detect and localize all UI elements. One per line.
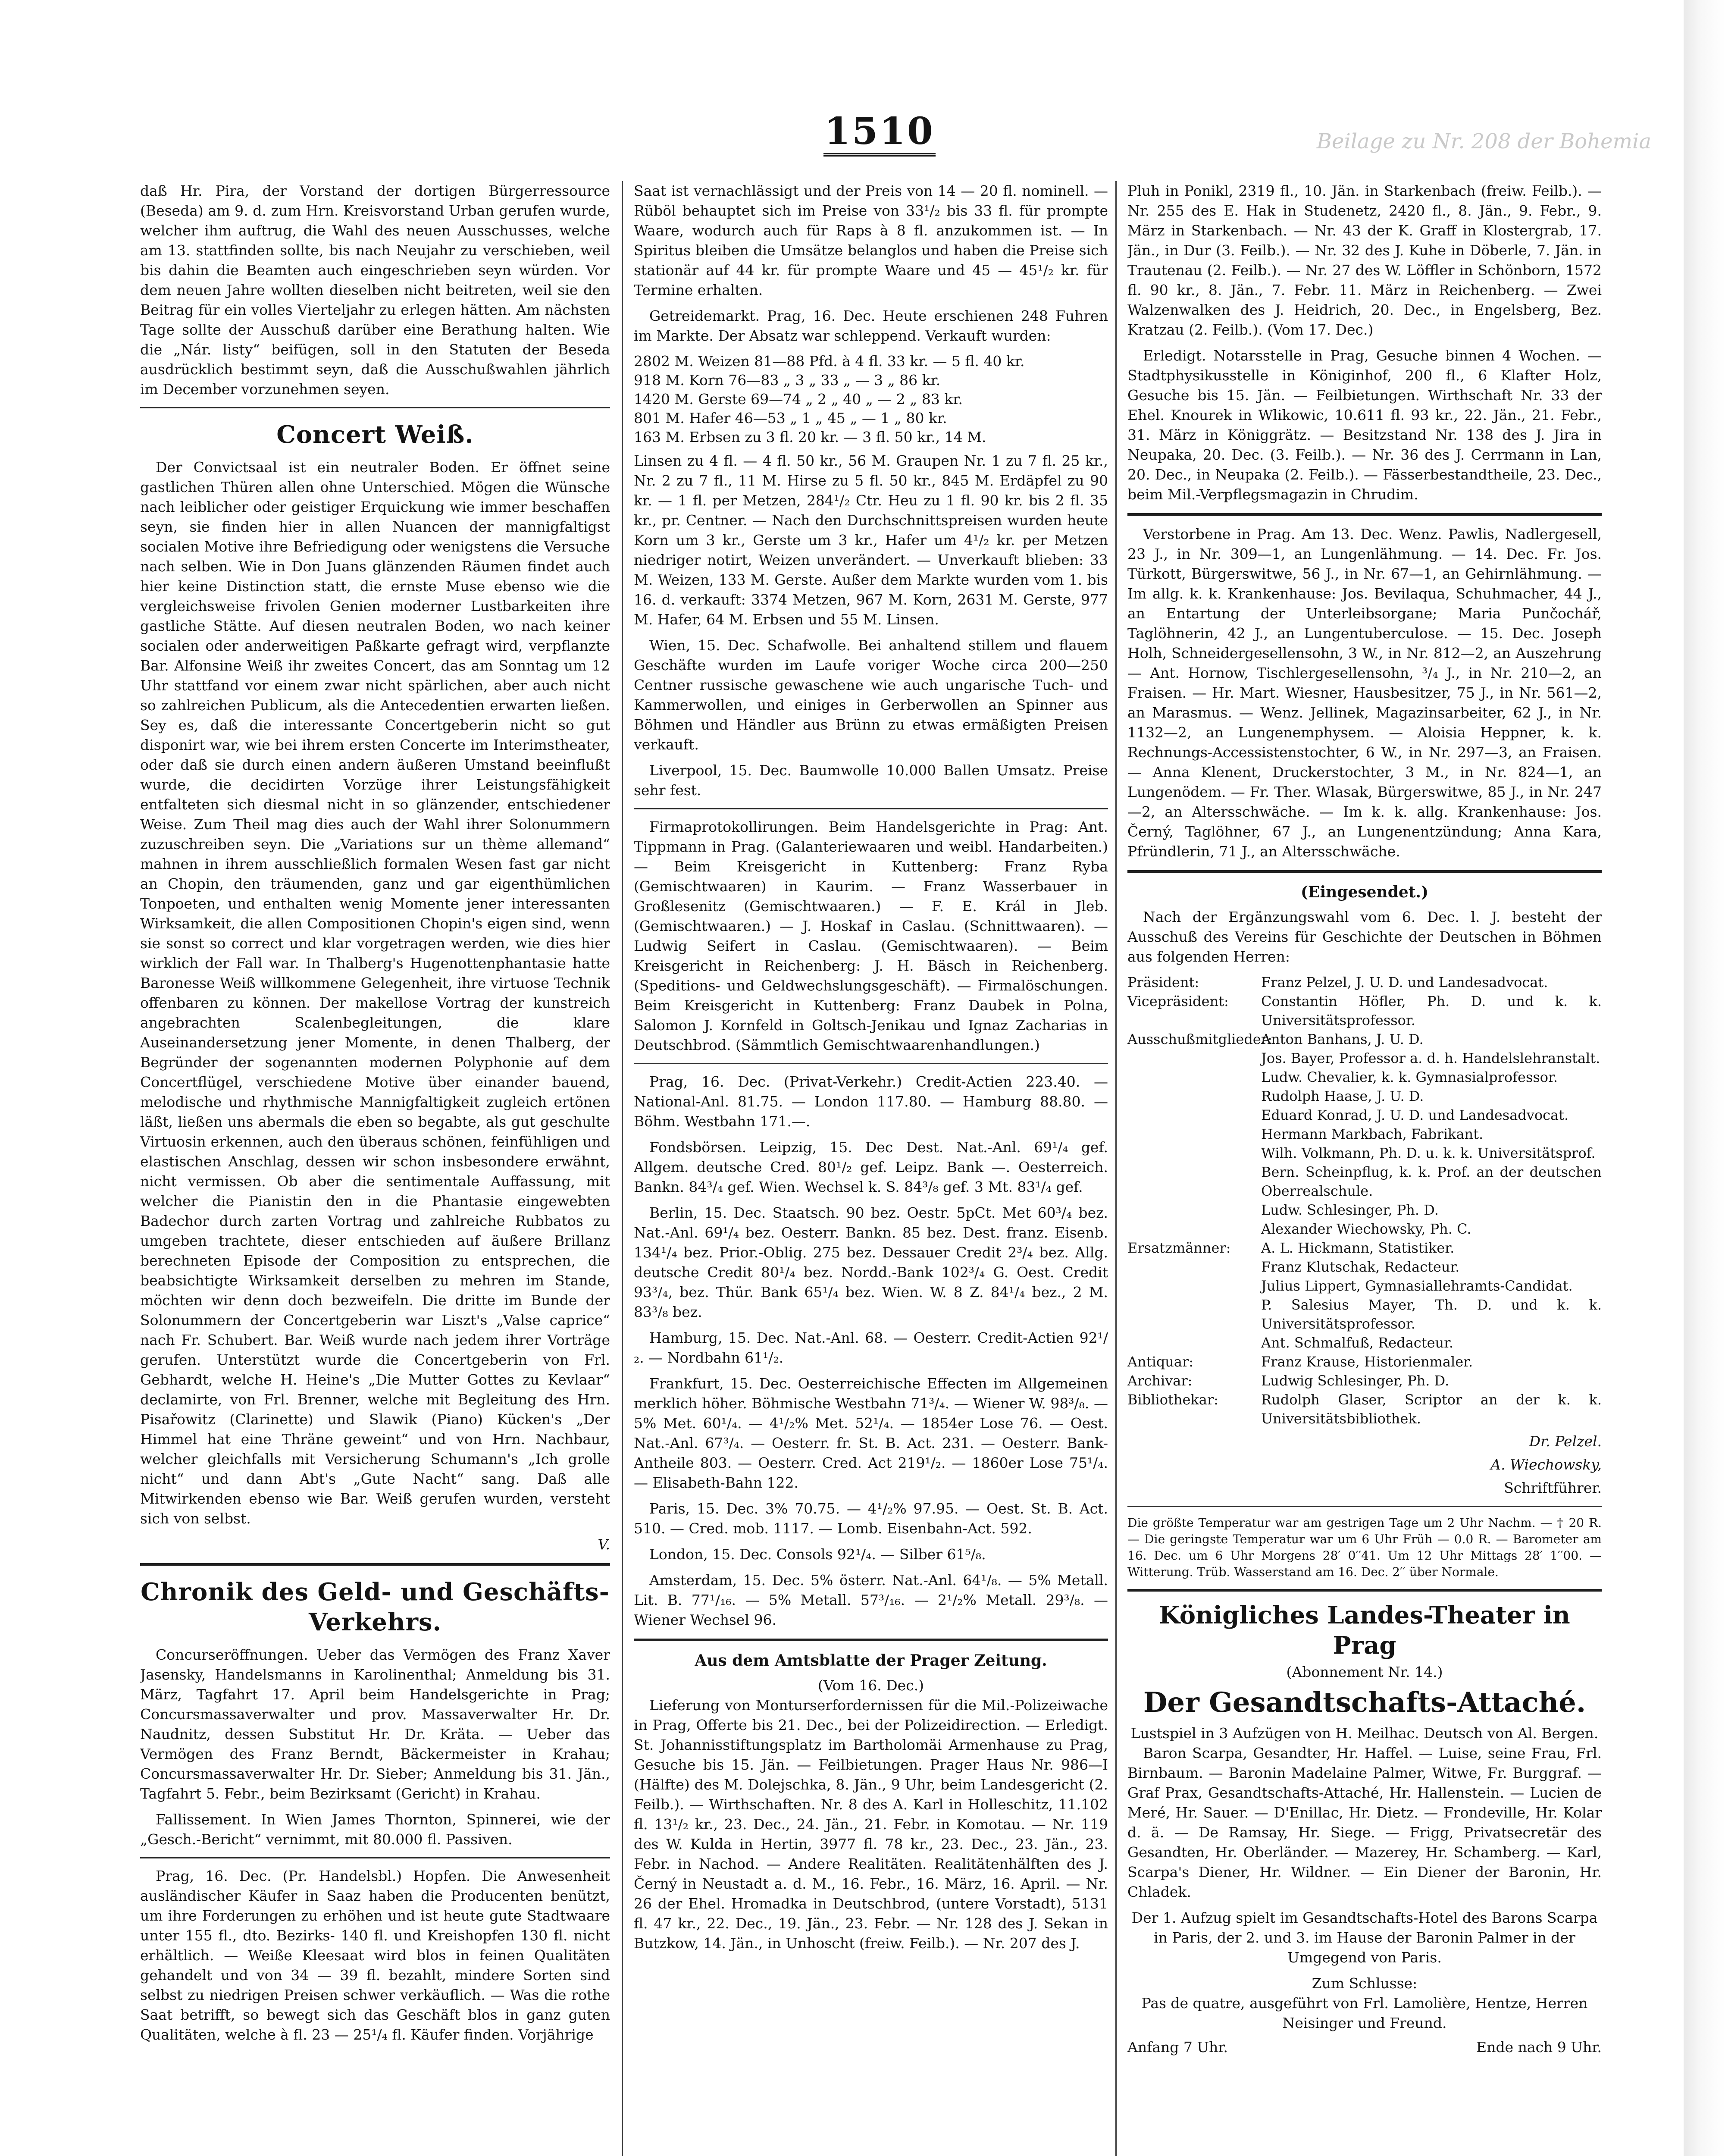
- committee-member: Rudolph Glaser, Scriptor an der k. k. Universitätsbibliothek.: [1261, 1391, 1602, 1427]
- concurs-paragraph: Concurseröffnungen. Ueber das Vermögen des Franz Xaver Jasensky, Handelsmanns in Karolinenthal; Anmeldung bis 31. März, Tagfahrt 17. April beim Handelsgerichte in Prag; Concursmassaverwalter und prov. Massaverwalter Hr. Dr. Naudnitz, dessen Substitut Hr. Dr. Kräta. — Ueber das Vermögen des Franz Berndt, Bäckermeister in Krahau; Concursmassaverwalter Hr. Dr. Sieber; Anmeldung bis 31. Jän., Tagfahrt 5. Febr., beim Bezirksamt (Gericht) in Krahau.: [140, 1646, 610, 1802]
- price-row: 2802 M. Weizen 81—88 Pfd. à 4 fl. 33 kr. — 5 fl. 40 kr.: [634, 353, 1025, 370]
- verstorbene-paragraph: Verstorbene in Prag. Am 13. Dec. Wenz. Pawlis, Nadlergesell, 23 J., in Nr. 309—1, an Lungenlähmung. — 14. Dec. Fr. Jos. Türkott, Bürgerswitwe, 56 J., in Nr. 67—1, an Gehirnlähmung. — Im allg. k. k. Krankenhause: Jos. Bevilaqua, Schuhmacher, 44 J., an Entartung der Unterleibsorgane; Maria Punčochář, Taglöhnerin, 42 J., an Lungentuberculose. — 15. Dec. Joseph Holh, Schneidergesellensohn, 3 W., in Nr. 812—2, an Auszehrung — Ant. Hornow, Tischlergesellensohn, ³/₄ J., in Nr. 210—2, an Fraisen. — Hr. Mart. Wiesner, Hausbesitzer, 75 J., in Nr. 561—2, an Marasmus. — Wenz. Jellinek, Magazinsarbeiter, 62 J., in Nr. 1132—2, an Lungenemphysem. — Aloisia Heppner, k. k. Rechnungs-Accessistenstochter, 6 W., in Nr. 297—3, an Fraisen. — Anna Klenent, Druckerstochter, 3 M., in Nr. 824—1, an Lungenödem. — Fr. Ther. Wlasak, Bürgerswitwe, 85 J., in Nr. 247—2, an Altersschwäche. — Im k. k. allg. Krankenhause: Jos. Černý, Taglöhner, 67 J., an Lungenentzündung; Anna Kara, Pfründlerin, 71 J., an Altersschwäche.: [1127, 526, 1602, 860]
- amtsblatt-date: (Vom 16. Dec.): [817, 1677, 924, 1694]
- committee-role: [1127, 1106, 1261, 1125]
- play-title: Der Gesandtschafts-Attaché.: [1143, 1686, 1586, 1719]
- play-end-time: Ende nach 9 Uhr.: [1476, 2039, 1602, 2056]
- eingesendet-heading: (Eingesendet.): [1300, 883, 1428, 901]
- page-number: 1510: [823, 110, 936, 157]
- committee-member: Hermann Markbach, Fabrikant.: [1261, 1126, 1484, 1142]
- price-row: 801 M. Hafer 46—53 „ 1 „ 45 „ — 1 „ 80 kr.: [634, 410, 947, 426]
- grain-price-list: [634, 352, 1108, 447]
- concert-heading: Concert Weiß.: [276, 420, 474, 449]
- committee-role: [1127, 1068, 1261, 1087]
- committee-member: Jos. Bayer, Professor a. d. h. Handelslehranstalt.: [1261, 1050, 1600, 1066]
- play-start-time: Anfang 7 Uhr.: [1127, 2039, 1228, 2056]
- committee-member: P. Salesius Mayer, Th. D. und k. k. Universitätsprofessor.: [1261, 1297, 1602, 1332]
- concert-signature: V.: [598, 1536, 610, 1553]
- boerse-prag: Prag, 16. Dec. (Privat-Verkehr.) Credit-Actien 223.40. — National-Anl. 81.75. — London 117.80. — Hamburg 88.80. — Böhm. Westbahn 171.—.: [634, 1073, 1108, 1130]
- committee-row: [1127, 1257, 1602, 1276]
- committee-row: [1127, 1125, 1602, 1144]
- erledigt-paragraph: Erledigt. Notarsstelle in Prag, Gesuche binnen 4 Wochen. — Stadtphysikusstelle in Königinhof, 200 fl., 6 Klafter Holz, Gesuche bis 15. Jän. — Feilbietungen. Wirthschaft Nr. 33 der Ehel. Knourek in Wlikowic, 10.611 fl. 93 kr., 22. Jän., 21. Febr., 31. März in Königgrätz. — Besitzstand Nr. 138 des J. Jira in Neupaka, 20. Dec. (3. Feilb.). — Nr. 36 des J. Cerrmann in Lan, 20. Dec., in Neupaka (2. Feilb.). — Fässerbestandtheile, 23. Dec., beim Mil.-Verpflegsmagazin in Chrudim.: [1127, 347, 1602, 503]
- eingesendet-paragraph: Nach der Ergänzungswahl vom 6. Dec. l. J. besteht der Ausschuß des Vereins für Geschichte der Deutschen in Böhmen aus folgenden Herren:: [1127, 909, 1602, 965]
- amtsblatt-continuation: Pluh in Ponikl, 2319 fl., 10. Jän. in Starkenbach (freiw. Feilb.). — Nr. 255 des E. Hak in Studenetz, 2420 fl., 8. Jän., 9. Febr., 9. März in Starkenbach. — Nr. 43 der K. Graff in Klostergrab, 17. Jän., in Dur (3. Feilb.). — Nr. 32 des J. Kuhe in Döberle, 7. Jän. in Trautenau (2. Feilb.). — Nr. 27 des W. Löffler in Schönborn, 1572 fl. 90 kr., 8. Jän., 7. Febr. 11. März in Reichenberg. — Zwei Walzenwalken des J. Heidrich, 20. Dec., in Engelsberg, Bez. Kratzau (2. Feilb.). (Vom 17. Dec.): [1127, 182, 1602, 338]
- wien-wool-paragraph: Wien, 15. Dec. Schafwolle. Bei anhaltend stillem und flauem Geschäfte wurden im Laufe voriger Woche circa 200—250 Centner russische gewaschene wie auch ungarische Tuch- und Kammerwollen, und einiges in Gerberwollen an Spinner aus Böhmen und Händler aus Brünn zu etwas ermäßigten Preisen verkauft.: [634, 637, 1108, 753]
- section-divider: [140, 1563, 610, 1566]
- committee-row: [1127, 1068, 1602, 1087]
- boerse-berlin: Berlin, 15. Dec. Staatsch. 90 bez. Oestr. 5pCt. Met 60³/₄ bez. Nat.-Anl. 69¹/₄ bez. Oesterr. Bankn. 85 bez. Dest. franz. Eisenb. 134¹/₄ bez. Prior.-Oblig. 275 bez. Dessauer Credit 2³/₄ bez. Allg. deutsche Credit 80¹/₄ bez. Nordd.-Bank 102³/₄ G. Oest. Credit 93³/₄, bez. Thür. Bank 65¹/₄ bez. Wien. W. 8 Z. 84¹/₄ bez., 2 M. 83³/₈ bez.: [634, 1204, 1108, 1320]
- section-divider: [1127, 1589, 1602, 1592]
- committee-row: [1127, 1049, 1602, 1068]
- committee-member: Bern. Scheinpflug, k. k. Prof. an der deutschen Oberrealschule.: [1261, 1164, 1602, 1199]
- section-divider: [140, 1857, 610, 1858]
- boerse-hamburg: Hamburg, 15. Dec. Nat.-Anl. 68. — Oesterr. Credit-Actien 92¹/₂. — Nordbahn 61¹/₂.: [634, 1329, 1108, 1366]
- committee-role: [1127, 1200, 1261, 1219]
- committee-row: [1127, 1087, 1602, 1106]
- section-divider: [1127, 513, 1602, 516]
- scan-edge-right: [1684, 0, 1725, 2156]
- committee-role: [1127, 1219, 1261, 1238]
- play-closing-label: Zum Schlusse:: [1312, 1975, 1418, 1992]
- boerse-london: London, 15. Dec. Consols 92¹/₄. — Silber 61⁵/₈.: [649, 1546, 986, 1563]
- committee-member: Franz Krause, Historienmaler.: [1261, 1354, 1473, 1370]
- committee-role: [1127, 1125, 1261, 1144]
- committee-row: [1127, 1390, 1602, 1428]
- committee-list: [1127, 973, 1602, 1428]
- committee-role: [1127, 1144, 1261, 1163]
- section-divider: [140, 407, 610, 408]
- committee-row: [1127, 1030, 1602, 1049]
- committee-role: Präsident:: [1127, 974, 1199, 990]
- getreidemarkt-continued: Linsen zu 4 fl. — 4 fl. 50 kr., 56 M. Graupen Nr. 1 zu 7 fl. 25 kr., Nr. 2 zu 7 fl., 11 M. Hirse zu 5 fl. 50 kr., 845 M. Erdäpfel zu 90 kr. — 1 fl. per Metzen, 284¹/₂ Ctr. Heu zu 1 fl. 90 kr. bis 2 fl. 35 kr., pr. Centner. — Nach den Durchschnittspreisen wurden heute Korn um 3 kr., Gerste um 3 kr., Hafer um 4¹/₂ kr. per Metzen niedriger notirt, Weizen unverändert. — Unverkauft blieben: 33 M. Weizen, 133 M. Gerste. Außer dem Markte wurden vom 1. bis 16. d. verkauft: 3374 Metzen, 967 M. Korn, 2631 M. Gerste, 977 M. Hafer, 64 M. Erbsen und 55 M. Linsen.: [634, 452, 1108, 628]
- column-2: [634, 181, 1108, 2156]
- committee-role: Bibliothekar:: [1127, 1391, 1218, 1408]
- section-divider: [634, 1639, 1108, 1641]
- price-row: 163 M. Erbsen zu 3 fl. 20 kr. — 3 fl. 50 kr., 14 M.: [634, 429, 986, 445]
- committee-member: Anton Banhans, J. U. D.: [1261, 1031, 1424, 1047]
- play-times: [1127, 2037, 1602, 2057]
- boerse-leipzig: Fondsbörsen. Leipzig, 15. Dec Dest. Nat.-Anl. 69¹/₄ gef. Allgem. deutsche Cred. 80¹/₂ gef. Leipz. Bank —. Oesterreich. Bankn. 84³/₄ gef. Wien. Wechsel k. S. 84³/₈ gef. 3 Mt. 83¹/₄ gef.: [634, 1139, 1108, 1195]
- concert-review: Der Convictsaal ist ein neutraler Boden. Er öffnet seine gastlichen Thüren allen ohne Unterschied. Mögen die Wünsche nach leiblicher oder geistiger Erquickung wie immer beschaffen seyn, sie finden hier in allen Nuancen der mannigfaltigst socialen Motive ihre Befriedigung oder wenigstens die Versuche nach selben. Wie in Don Juans glänzenden Räumen findet auch hier keine Distinction statt, die ernste Muse ebenso wie die vergleichsweise frivolen Genien moderner Lustbarkeiten ihre gastliche Stätte. Auf diesen neutralen Boden, wo nach keiner socialen oder anderweitigen Paßkarte gefragt wird, verpflanzte Bar. Alfonsine Weiß ihr zweites Concert, das am Sonntag um 12 Uhr stattfand vor einem zwar nicht spärlichen, aber auch nicht so zahlreichen Publicum, als die Antecedentien erwarten ließen. Sey es, daß die interessante Concertgeberin nicht so gut disponirt war, wie bei ihrem ersten Concerte im Interimstheater, oder daß sie durch einen andern äußeren Umstand beeinflußt wurde, die decidirten Vorzüge ihrer Leistungsfähigkeit entfalteten sich diesmal nicht in so glänzender, entschiedener Weise. Zum Theil mag dies auch der Wahl ihrer Solonummern zuzuschreiben seyn. Die „Variations sur un thème allemand“ mahnen in ihrem ausschließlich formalen Wesen fast gar nicht an Chopin, den träumenden, ganz und gar eigenthümlichen Tonpoeten, und enthalten wenig Momente jener interessanten Wirksamkeit, die allen Compositionen Chopin's eigen sind, wenn sie sonst so correct und klar vorgetragen werden, wie dies hier wirklich der Fall war. In Thalberg's Hugenottenphantasie hatte Baronesse Weiß willkommene Gelegenheit, ihre virtuose Technik offenbaren zu können. Der makellose Vortrag der kunstreich angebrachten Scalenbegleitungen, die klare Auseinandersetzung jener Momente, in denen Thalberg, der Begründer der sogenannten modernen Polyphonie auf dem Concertflügel, verschiedene Motive über einander bauend, melodische und rhythmische Mannigfaltigkeit zugleich ertönen läßt, ließen uns abermals die eben so begabte, als gut geschulte Virtuosin erkennen, auch den überaus schönen, feinfühligen und elastischen Anschlag, dessen wir schon insbesondere erwähnt, nicht vermissen. Ob aber die sentimentale Auffassung, mit welcher die Pianistin den in die Phantasie eingewebten Badechor durch zarten Vortrag und zahlreiche Rubbatos zu umgeben trachtete, dieser entschieden auf äußere Brillanz berechneten Episode der Composition zu entsprechen, die beabsichtigte Wirksamkeit derselben zu mehren im Stande, möchten wir denn doch bezweifeln. Die dritte im Bunde der Solonummern der Concertgeberin war Liszt's „Valse caprice“ nach Fr. Schubert. Bar. Weiß wurde nach jedem ihrer Vorträge gerufen. Unterstützt wurde die Concertgeberin von Frl. Gebhardt, welche H. Heine's „Die Mutter Gottes zu Kevlaar“ declamirte, von Frl. Brenner, welche mit Begleitung des Hrn. Pisařowitz (Clarinette) und Slawik (Piano) Kücken's „Der Himmel hat eine Thräne geweint“ und von Hrn. Nachbaur, welcher gleichfalls mit Versicherung Schumann's „Ich grolle nicht“ und dann Abt's „Gute Nacht“ sang. Daß alle Mitwirkenden ebenso wie Bar. Weiß gerufen wurden, versteht sich von selbst.: [140, 459, 610, 1527]
- committee-member: Julius Lippert, Gymnasiallehramts-Candidat.: [1261, 1278, 1573, 1294]
- price-row: 1420 M. Gerste 69—74 „ 2 „ 40 „ — 2 „ 83 kr.: [634, 391, 963, 407]
- boerse-amsterdam: Amsterdam, 15. Dec. 5% österr. Nat.-Anl. 64¹/₈. — 5% Metall. Lit. B. 77¹/₁₆. — 5% Metall. 57³/₁₆. — 2¹/₂% Metall. 29³/₈. — Wiener Wechsel 96.: [634, 1572, 1108, 1628]
- play-closing-dance: Pas de quatre, ausgeführt von Frl. Lamolière, Hentze, Herren Neisinger und Freund.: [1141, 1995, 1588, 2031]
- signature-wiechowsky: A. Wiechowsky,: [1490, 1456, 1602, 1473]
- section-divider: [1127, 870, 1602, 873]
- amtsblatt-heading: Aus dem Amtsblatte der Prager Zeitung.: [695, 1651, 1047, 1670]
- committee-member: Wilh. Volkmann, Ph. D. u. k. k. Universitätsprof.: [1261, 1145, 1596, 1161]
- bleed-through-header: Beilage zu Nr. 208 der Bohemia: [1316, 129, 1651, 154]
- committee-row: [1127, 1200, 1602, 1219]
- price-row: 918 M. Korn 76—83 „ 3 „ 33 „ — 3 „ 86 kr.: [634, 372, 941, 389]
- committee-member: Constantin Höfler, Ph. D. und k. k. Universitätsprofessor.: [1261, 993, 1602, 1028]
- committee-role: [1127, 1276, 1261, 1295]
- committee-role: Archivar:: [1127, 1373, 1193, 1389]
- play-cast: Baron Scarpa, Gesandter, Hr. Haffel. — Luise, seine Frau, Frl. Birnbaum. — Baronin Madelaine Palmer, Witwe, Fr. Burggraf. — Graf Prax, Gesandtschafts-Attaché, Hr. Hallenstein. — Lucien de Meré, Hr. Sauer. — D'Enillac, Hr. Dietz. — Frondeville, Hr. Kolar d. ä. — De Ramsay, Hr. Siege. — Frigg, Privatsecretär des Gesandten, Hr. Oberländer. — Mazerey, Hr. Schamberg. — Karl, Scarpa's Diener, Hr. Wildner. — Ein Diener der Baronin, Hr. Chladek.: [1127, 1745, 1602, 1900]
- committee-member: Alexander Wiechowsky, Ph. C.: [1261, 1221, 1471, 1237]
- committee-row: [1127, 1333, 1602, 1352]
- committee-role: [1127, 1087, 1261, 1106]
- committee-member: Ludwig Schlesinger, Ph. D.: [1261, 1373, 1450, 1389]
- boerse-paris: Paris, 15. Dec. 3% 70.75. — 4¹/₂% 97.95. — Oest. St. B. Act. 510. — Cred. mob. 1117. — Lomb. Eisenbahn-Act. 592.: [634, 1500, 1108, 1537]
- weather-report: Die größte Temperatur war am gestrigen Tage um 2 Uhr Nachm. — † 20 R. — Die geringste Temperatur war um 6 Uhr Früh — 0.0 R. — Barometer am 16. Dec. um 6 Uhr Morgens 28′ 0′′41. Um 12 Uhr Mittags 28′ 1′′00. — Witterung. Trüb. Wasserstand am 16. Dec. 2′′ über Normale.: [1127, 1516, 1602, 1579]
- committee-member: Ludw. Schlesinger, Ph. D.: [1261, 1202, 1439, 1218]
- committee-member: Rudolph Haase, J. U. D.: [1261, 1088, 1424, 1104]
- committee-role: [1127, 1257, 1261, 1276]
- committee-row: [1127, 1163, 1602, 1200]
- section-divider: [1127, 1506, 1602, 1507]
- committee-member: Ludw. Chevalier, k. k. Gymnasialprofessor.: [1261, 1069, 1558, 1085]
- committee-role: Ausschußmitglieder:: [1127, 1031, 1272, 1047]
- committee-row: [1127, 1106, 1602, 1125]
- committee-row: [1127, 973, 1602, 992]
- getreidemarkt-paragraph: Getreidemarkt. Prag, 16. Dec. Heute erschienen 248 Fuhren im Markte. Der Absatz war schleppend. Verkauft wurden:: [634, 307, 1108, 344]
- column-rule: [1115, 181, 1117, 2156]
- play-description: Lustspiel in 3 Aufzügen von H. Meilhac. Deutsch von Al. Bergen.: [1130, 1725, 1599, 1742]
- column-rule: [622, 181, 623, 2156]
- committee-role: Antiquar:: [1127, 1354, 1194, 1370]
- committee-row: [1127, 1352, 1602, 1371]
- committee-role: Ersatzmänner:: [1127, 1240, 1231, 1256]
- committee-row: [1127, 1371, 1602, 1390]
- section-divider: [634, 808, 1108, 809]
- boerse-frankfurt: Frankfurt, 15. Dec. Oesterreichische Effecten im Allgemeinen merklich höher. Böhmische Westbahn 71³/₄. — Wiener W. 98³/₈. — 5% Met. 60¹/₄. — 4¹/₂% Met. 52¹/₄. — 1854er Lose 76. — Oest. Nat.-Anl. 67³/₄. — Oesterr. fr. St. B. Act. 231. — Oesterr. Bank-Antheile 803. — Oesterr. Cred. Act 219¹/₂. — 1860er Lose 75¹/₄. — Elisabeth-Bahn 122.: [634, 1375, 1108, 1491]
- theatre-title: Königliches Landes-Theater in Prag: [1159, 1601, 1570, 1660]
- amtsblatt-paragraph: Lieferung von Monturserfordernissen für die Mil.-Polizeiwache in Prag, Offerte bis 21. Dec., bei der Polizeidirection. — Erledigt. St. Johannisstiftungsplatz im Bartholomäi Armenhause zu Prag, Gesuche bis 15. Jän. — Feilbietungen. Prager Haus Nr. 986—I (Hälfte) des M. Dolejschka, 8. Jän., 9 Uhr, beim Landesgericht (2. Feilb.). — Wirthschaften. Nr. 8 des A. Karl in Holleschitz, 11.102 fl. 13¹/₂ kr., 23. Dec., 24. Jän., 21. Febr. in Komotau. — Nr. 119 des W. Kulda in Hertin, 3977 fl. 78 kr., 23. Dec., 23. Jän., 23. Febr. in Nachod. — Andere Realitäten. Realitätenhälften des J. Černý in Neustadt a. d. M., 16. Febr., 16. März, 16. April. — Nr. 26 der Ehel. Hromadka in Deutschbrod, (untere Vorstadt), 5131 fl. 47 kr., 22. Dec., 19. Jän., 23. Febr. — Nr. 128 des J. Sekan in Butzkow, 14. Jän., in Unhoscht (freiw. Feilb.). — Nr. 207 des J.: [634, 1697, 1108, 1952]
- signature-role: Schriftführer.: [1504, 1479, 1602, 1496]
- committee-role: [1127, 1333, 1261, 1352]
- chronik-heading: Chronik des Geld- und Geschäfts-Verkehrs.: [141, 1578, 610, 1636]
- liverpool-paragraph: Liverpool, 15. Dec. Baumwolle 10.000 Ballen Umsatz. Preise sehr fest.: [634, 762, 1108, 799]
- firma-paragraph: Firmaprotokollirungen. Beim Handelsgerichte in Prag: Ant. Tippmann in Prag. (Galanteriewaaren und weibl. Handarbeiten.) — Beim Kreisgericht in Kuttenberg: Franz Ryba (Gemischtwaaren) in Kaurim. — Franz Wasserbauer in Großlesenitz (Gemischtwaaren.) — F. E. Král in Jleb. (Gemischtwaaren.) — J. Hoskaf in Caslau. (Schnittwaaren). — Ludwig Seifert in Caslau. (Gemischtwaaren). — Beim Kreisgericht in Reichenberg: J. H. Bäsch in Reichenberg. (Speditions- und Geldwechslungsgeschäft). — Firmalöschungen. Beim Kreisgericht in Kuttenberg: Franz Daubek in Polna, Salomon J. Kornfeld in Goltsch-Jenikau und Ignaz Zacharias in Deutschbrod. (Sämmtlich Gemischtwaarenhandlungen.): [634, 818, 1108, 1053]
- committee-member: A. L. Hickmann, Statistiker.: [1261, 1240, 1455, 1256]
- committee-role: Vicepräsident:: [1127, 993, 1229, 1009]
- committee-member: Franz Klutschak, Redacteur.: [1261, 1259, 1460, 1275]
- committee-row: [1127, 1144, 1602, 1163]
- committee-member: Eduard Konrad, J. U. D. und Landesadvocat.: [1261, 1107, 1569, 1123]
- fallissement-paragraph: Fallissement. In Wien James Thornton, Spinnerei, wie der „Gesch.-Bericht“ vernimmt, mit 80.000 fl. Passiven.: [140, 1811, 610, 1848]
- committee-role: [1127, 1295, 1261, 1333]
- committee-row: [1127, 1238, 1602, 1257]
- committee-role: [1127, 1049, 1261, 1068]
- committee-row: [1127, 1219, 1602, 1238]
- committee-row: [1127, 1276, 1602, 1295]
- section-divider: [634, 1063, 1108, 1064]
- theatre-abonnement: (Abonnement Nr. 14.): [1286, 1664, 1443, 1680]
- committee-member: Franz Pelzel, J. U. D. und Landesadvocat.: [1261, 974, 1548, 990]
- column-1: [140, 181, 610, 2156]
- signature-pelzel: Dr. Pelzel.: [1529, 1433, 1602, 1450]
- committee-member: Ant. Schmalfuß, Redacteur.: [1261, 1335, 1454, 1351]
- column-3: [1127, 181, 1602, 2156]
- play-setting: Der 1. Aufzug spielt im Gesandtschafts-Hotel des Barons Scarpa in Paris, der 2. und 3. im Hause der Baronin Palmer in der Umgegend von Paris.: [1131, 1909, 1598, 1966]
- article-continuation: daß Hr. Pira, der Vorstand der dortigen Bürgerressource (Beseda) am 9. d. zum Hrn. Kreisvorstand Urban gerufen wurde, welcher ihm auftrug, die Wahl des neuen Ausschusses, welche am 13. stattfinden sollte, bis nach Neujahr zu verschieben, weil bis dahin die Beamten auch eingeschrieben seyn würden. Vor dem neuen Jahre wollten dieselben nicht beitreten, weil sie den Beitrag für ein volles Vierteljahr zu erlegen hätten. Am nächsten Tage sollte der Ausschuß darüber eine Berathung halten. Wie die „Nár. listy“ beifügen, soll in den Statuten der Beseda ausdrücklich bestimmt seyn, daß die Ausschußwahlen jährlich im December vorzunehmen seyen.: [140, 182, 610, 398]
- committee-row: [1127, 1295, 1602, 1333]
- committee-row: [1127, 992, 1602, 1030]
- market-continuation: Saat ist vernachlässigt und der Preis von 14 — 20 fl. nominell. — Rüböl behauptet sich im Preise von 33¹/₂ bis 33 fl. für prompte Waare, wodurch auch für Raps à 8 fl. anzukommen ist. — In Spiritus bleiben die Umsätze belanglos und haben die Preise sich stationär auf 44 kr. für prompte Waare und 45 — 45¹/₂ kr. für Termine erhalten.: [634, 182, 1108, 298]
- hopfen-paragraph: Prag, 16. Dec. (Pr. Handelsbl.) Hopfen. Die Anwesenheit ausländischer Käufer in Saaz haben die Producenten benützt, um ihre Forderungen zu erhöhen und ist heute gute Stadtwaare unter 155 fl., dto. Bezirks- 140 fl. und Kreishopfen 130 fl. nicht erhältlich. — Weiße Kleesaat wird blos in feinen Qualitäten gehandelt und von 34 — 39 fl. bezahlt, mindere Sorten sind selbst zu niedrigen Preisen schwer verkäuflich. — Was die rothe Saat betrifft, so bewegt sich das Geschäft blos in ganz guten Qualitäten, welche à fl. 23 — 25¹/₄ fl. Käufer finden. Vorjährige: [140, 1868, 610, 2043]
- committee-role: [1127, 1163, 1261, 1200]
